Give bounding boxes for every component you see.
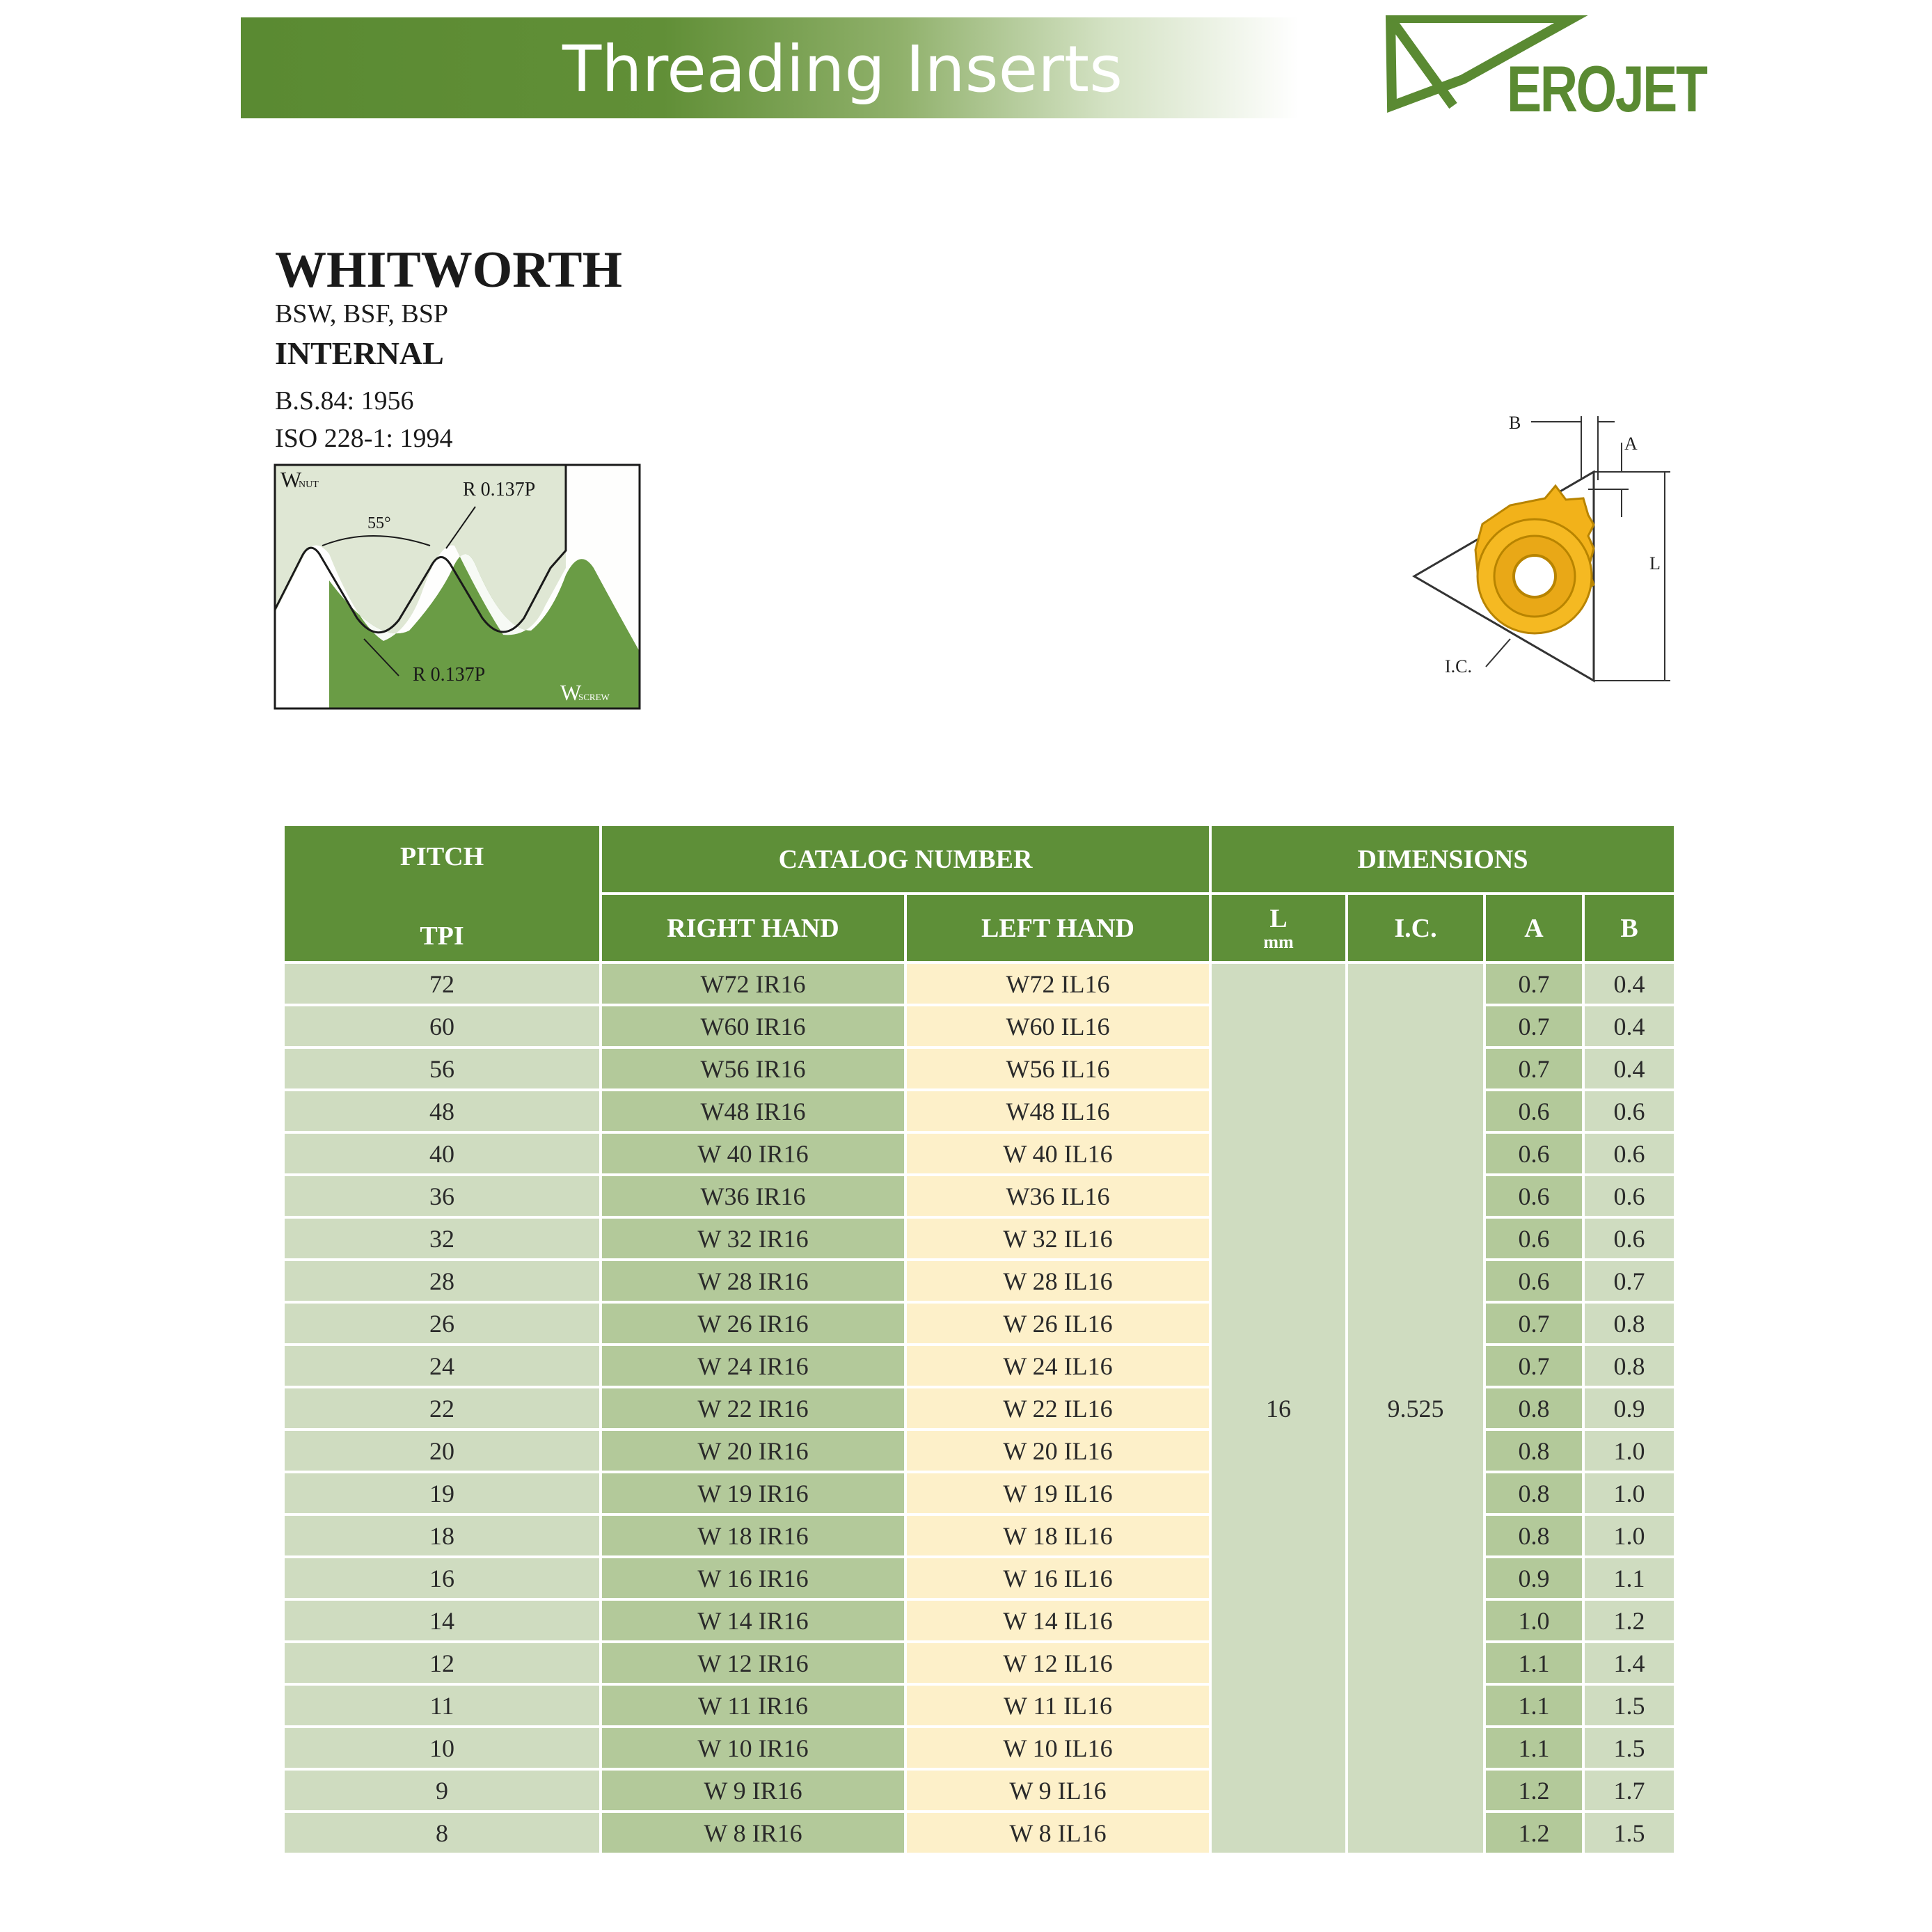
right-hand-cell: W 16 IR16	[601, 1557, 905, 1599]
standard-2: ISO 228-1: 1994	[275, 424, 453, 453]
b-cell: 0.6	[1583, 1175, 1675, 1217]
left-hand-cell: W60 IL16	[905, 1005, 1210, 1047]
dim-ic-label: I.C.	[1445, 656, 1472, 676]
left-hand-cell: W 24 IL16	[905, 1345, 1210, 1387]
tpi-cell: 20	[283, 1430, 601, 1472]
thread-direction: INTERNAL	[275, 335, 444, 371]
radius-top-label: R 0.137P	[463, 479, 536, 500]
tpi-cell: 14	[283, 1599, 601, 1642]
right-hand-cell: W 12 IR16	[601, 1642, 905, 1684]
a-cell: 0.6	[1484, 1260, 1583, 1302]
dim-l-label: L	[1649, 553, 1661, 573]
right-hand-cell: W 8 IR16	[601, 1812, 905, 1854]
b-cell: 0.4	[1583, 1047, 1675, 1090]
l-header	[1210, 894, 1347, 963]
screw-label: W	[560, 680, 582, 705]
b-cell: 1.4	[1583, 1642, 1675, 1684]
tpi-header-label: TPI	[420, 921, 464, 951]
a-cell: 0.7	[1484, 963, 1583, 1005]
b-cell: 0.6	[1583, 1132, 1675, 1175]
b-cell: 1.0	[1583, 1472, 1675, 1514]
left-hand-cell: W 16 IL16	[905, 1557, 1210, 1599]
left-hand-cell: W48 IL16	[905, 1090, 1210, 1132]
b-cell: 1.5	[1583, 1812, 1675, 1854]
dim-a-label: A	[1624, 434, 1638, 454]
right-hand-cell: W 24 IR16	[601, 1345, 905, 1387]
dim-b-label: B	[1509, 413, 1521, 433]
b-cell: 0.6	[1583, 1217, 1675, 1260]
thread-types: BSW, BSF, BSP	[275, 299, 449, 328]
right-hand-cell: W 11 IR16	[601, 1684, 905, 1727]
b-cell: 0.8	[1583, 1345, 1675, 1387]
a-cell: 0.7	[1484, 1302, 1583, 1345]
a-cell: 0.6	[1484, 1132, 1583, 1175]
a-cell: 0.8	[1484, 1387, 1583, 1430]
tpi-cell: 36	[283, 1175, 601, 1217]
tpi-cell: 56	[283, 1047, 601, 1090]
a-cell: 0.7	[1484, 1005, 1583, 1047]
insert-diagram	[1406, 402, 1684, 695]
tpi-cell: 19	[283, 1472, 601, 1514]
left-hand-cell: W 26 IL16	[905, 1302, 1210, 1345]
b-cell: 0.8	[1583, 1302, 1675, 1345]
tpi-cell: 8	[283, 1812, 601, 1854]
a-cell: 0.7	[1484, 1345, 1583, 1387]
a-cell: 1.1	[1484, 1642, 1583, 1684]
right-hand-cell: W 14 IR16	[601, 1599, 905, 1642]
l-value-cell: 16	[1210, 963, 1347, 1854]
right-hand-header: RIGHT HAND	[601, 894, 905, 963]
left-hand-cell: W 10 IL16	[905, 1727, 1210, 1769]
tpi-cell: 16	[283, 1557, 601, 1599]
tpi-cell: 72	[283, 963, 601, 1005]
page-title: WHITWORTH	[275, 242, 623, 299]
catalog-table	[282, 823, 1677, 1855]
right-hand-cell: W36 IR16	[601, 1175, 905, 1217]
right-hand-cell: W 28 IR16	[601, 1260, 905, 1302]
right-hand-cell: W 19 IR16	[601, 1472, 905, 1514]
right-hand-cell: W 18 IR16	[601, 1514, 905, 1557]
tpi-cell: 28	[283, 1260, 601, 1302]
tpi-cell: 12	[283, 1642, 601, 1684]
a-cell: 1.1	[1484, 1727, 1583, 1769]
b-cell: 1.0	[1583, 1430, 1675, 1472]
left-hand-cell: W 20 IL16	[905, 1430, 1210, 1472]
right-hand-cell: W48 IR16	[601, 1090, 905, 1132]
dimensions-header: DIMENSIONS	[1210, 825, 1675, 894]
right-hand-cell: W 40 IR16	[601, 1132, 905, 1175]
tpi-cell: 11	[283, 1684, 601, 1727]
l-header-unit: mm	[1263, 931, 1294, 952]
a-cell: 1.2	[1484, 1812, 1583, 1854]
a-cell: 0.8	[1484, 1514, 1583, 1557]
right-hand-cell: W 26 IR16	[601, 1302, 905, 1345]
ic-value-cell: 9.525	[1347, 963, 1484, 1854]
tpi-cell: 48	[283, 1090, 601, 1132]
a-cell: 1.2	[1484, 1769, 1583, 1812]
a-cell: 0.7	[1484, 1047, 1583, 1090]
left-hand-cell: W 12 IL16	[905, 1642, 1210, 1684]
brand-name: EROJET	[1507, 52, 1707, 125]
left-hand-header: LEFT HAND	[905, 894, 1210, 963]
left-hand-cell: W 11 IL16	[905, 1684, 1210, 1727]
screw-sub-label: SCREW	[578, 692, 610, 702]
right-hand-cell: W 22 IR16	[601, 1387, 905, 1430]
right-hand-cell: W 20 IR16	[601, 1430, 905, 1472]
b-cell: 0.4	[1583, 963, 1675, 1005]
banner-title: Threading Inserts	[562, 32, 1123, 106]
tpi-cell: 10	[283, 1727, 601, 1769]
tpi-cell: 40	[283, 1132, 601, 1175]
insert-hole	[1514, 555, 1555, 597]
b-cell: 1.2	[1583, 1599, 1675, 1642]
thread-profile-diagram	[274, 464, 641, 710]
b-cell: 1.0	[1583, 1514, 1675, 1557]
right-hand-cell: W60 IR16	[601, 1005, 905, 1047]
b-cell: 0.9	[1583, 1387, 1675, 1430]
left-hand-cell: W 19 IL16	[905, 1472, 1210, 1514]
nut-label: W	[280, 467, 302, 492]
right-hand-cell: W 9 IR16	[601, 1769, 905, 1812]
a-cell: 0.8	[1484, 1472, 1583, 1514]
b-cell: 1.5	[1583, 1727, 1675, 1769]
b-header: B	[1583, 894, 1675, 963]
right-hand-cell: W56 IR16	[601, 1047, 905, 1090]
tpi-cell: 9	[283, 1769, 601, 1812]
left-hand-cell: W 40 IL16	[905, 1132, 1210, 1175]
tpi-cell: 60	[283, 1005, 601, 1047]
tpi-cell: 22	[283, 1387, 601, 1430]
b-cell: 0.6	[1583, 1090, 1675, 1132]
tpi-cell: 26	[283, 1302, 601, 1345]
left-hand-cell: W36 IL16	[905, 1175, 1210, 1217]
tpi-cell: 32	[283, 1217, 601, 1260]
b-cell: 1.5	[1583, 1684, 1675, 1727]
a-cell: 0.6	[1484, 1175, 1583, 1217]
ic-header: I.C.	[1347, 894, 1484, 963]
left-hand-cell: W 14 IL16	[905, 1599, 1210, 1642]
b-cell: 1.1	[1583, 1557, 1675, 1599]
b-cell: 0.7	[1583, 1260, 1675, 1302]
l-header-label: L	[1269, 903, 1288, 933]
tpi-cell: 18	[283, 1514, 601, 1557]
left-hand-cell: W 9 IL16	[905, 1769, 1210, 1812]
left-hand-cell: W 8 IL16	[905, 1812, 1210, 1854]
a-cell: 0.8	[1484, 1430, 1583, 1472]
pitch-header-label: PITCH	[399, 842, 484, 871]
right-hand-cell: W 10 IR16	[601, 1727, 905, 1769]
a-cell: 0.6	[1484, 1090, 1583, 1132]
nut-sub-label: NUT	[299, 480, 319, 490]
radius-bottom-label: R 0.137P	[413, 664, 486, 686]
a-cell: 1.1	[1484, 1684, 1583, 1727]
angle-label: 55°	[367, 514, 391, 532]
b-cell: 0.4	[1583, 1005, 1675, 1047]
left-hand-cell: W72 IL16	[905, 963, 1210, 1005]
left-hand-cell: W 32 IL16	[905, 1217, 1210, 1260]
tpi-cell: 24	[283, 1345, 601, 1387]
a-cell: 0.9	[1484, 1557, 1583, 1599]
left-hand-cell: W 28 IL16	[905, 1260, 1210, 1302]
a-cell: 1.0	[1484, 1599, 1583, 1642]
standard-1: B.S.84: 1956	[275, 386, 414, 415]
left-hand-cell: W 18 IL16	[905, 1514, 1210, 1557]
left-hand-cell: W 22 IL16	[905, 1387, 1210, 1430]
b-cell: 1.7	[1583, 1769, 1675, 1812]
pitch-header	[283, 825, 601, 963]
right-hand-cell: W72 IR16	[601, 963, 905, 1005]
table-row	[283, 963, 1675, 1005]
right-hand-cell: W 32 IR16	[601, 1217, 905, 1260]
a-header: A	[1484, 894, 1583, 963]
dim-ic-leader	[1486, 639, 1510, 667]
left-hand-cell: W56 IL16	[905, 1047, 1210, 1090]
catalog-header: CATALOG NUMBER	[601, 825, 1210, 894]
a-cell: 0.6	[1484, 1217, 1583, 1260]
